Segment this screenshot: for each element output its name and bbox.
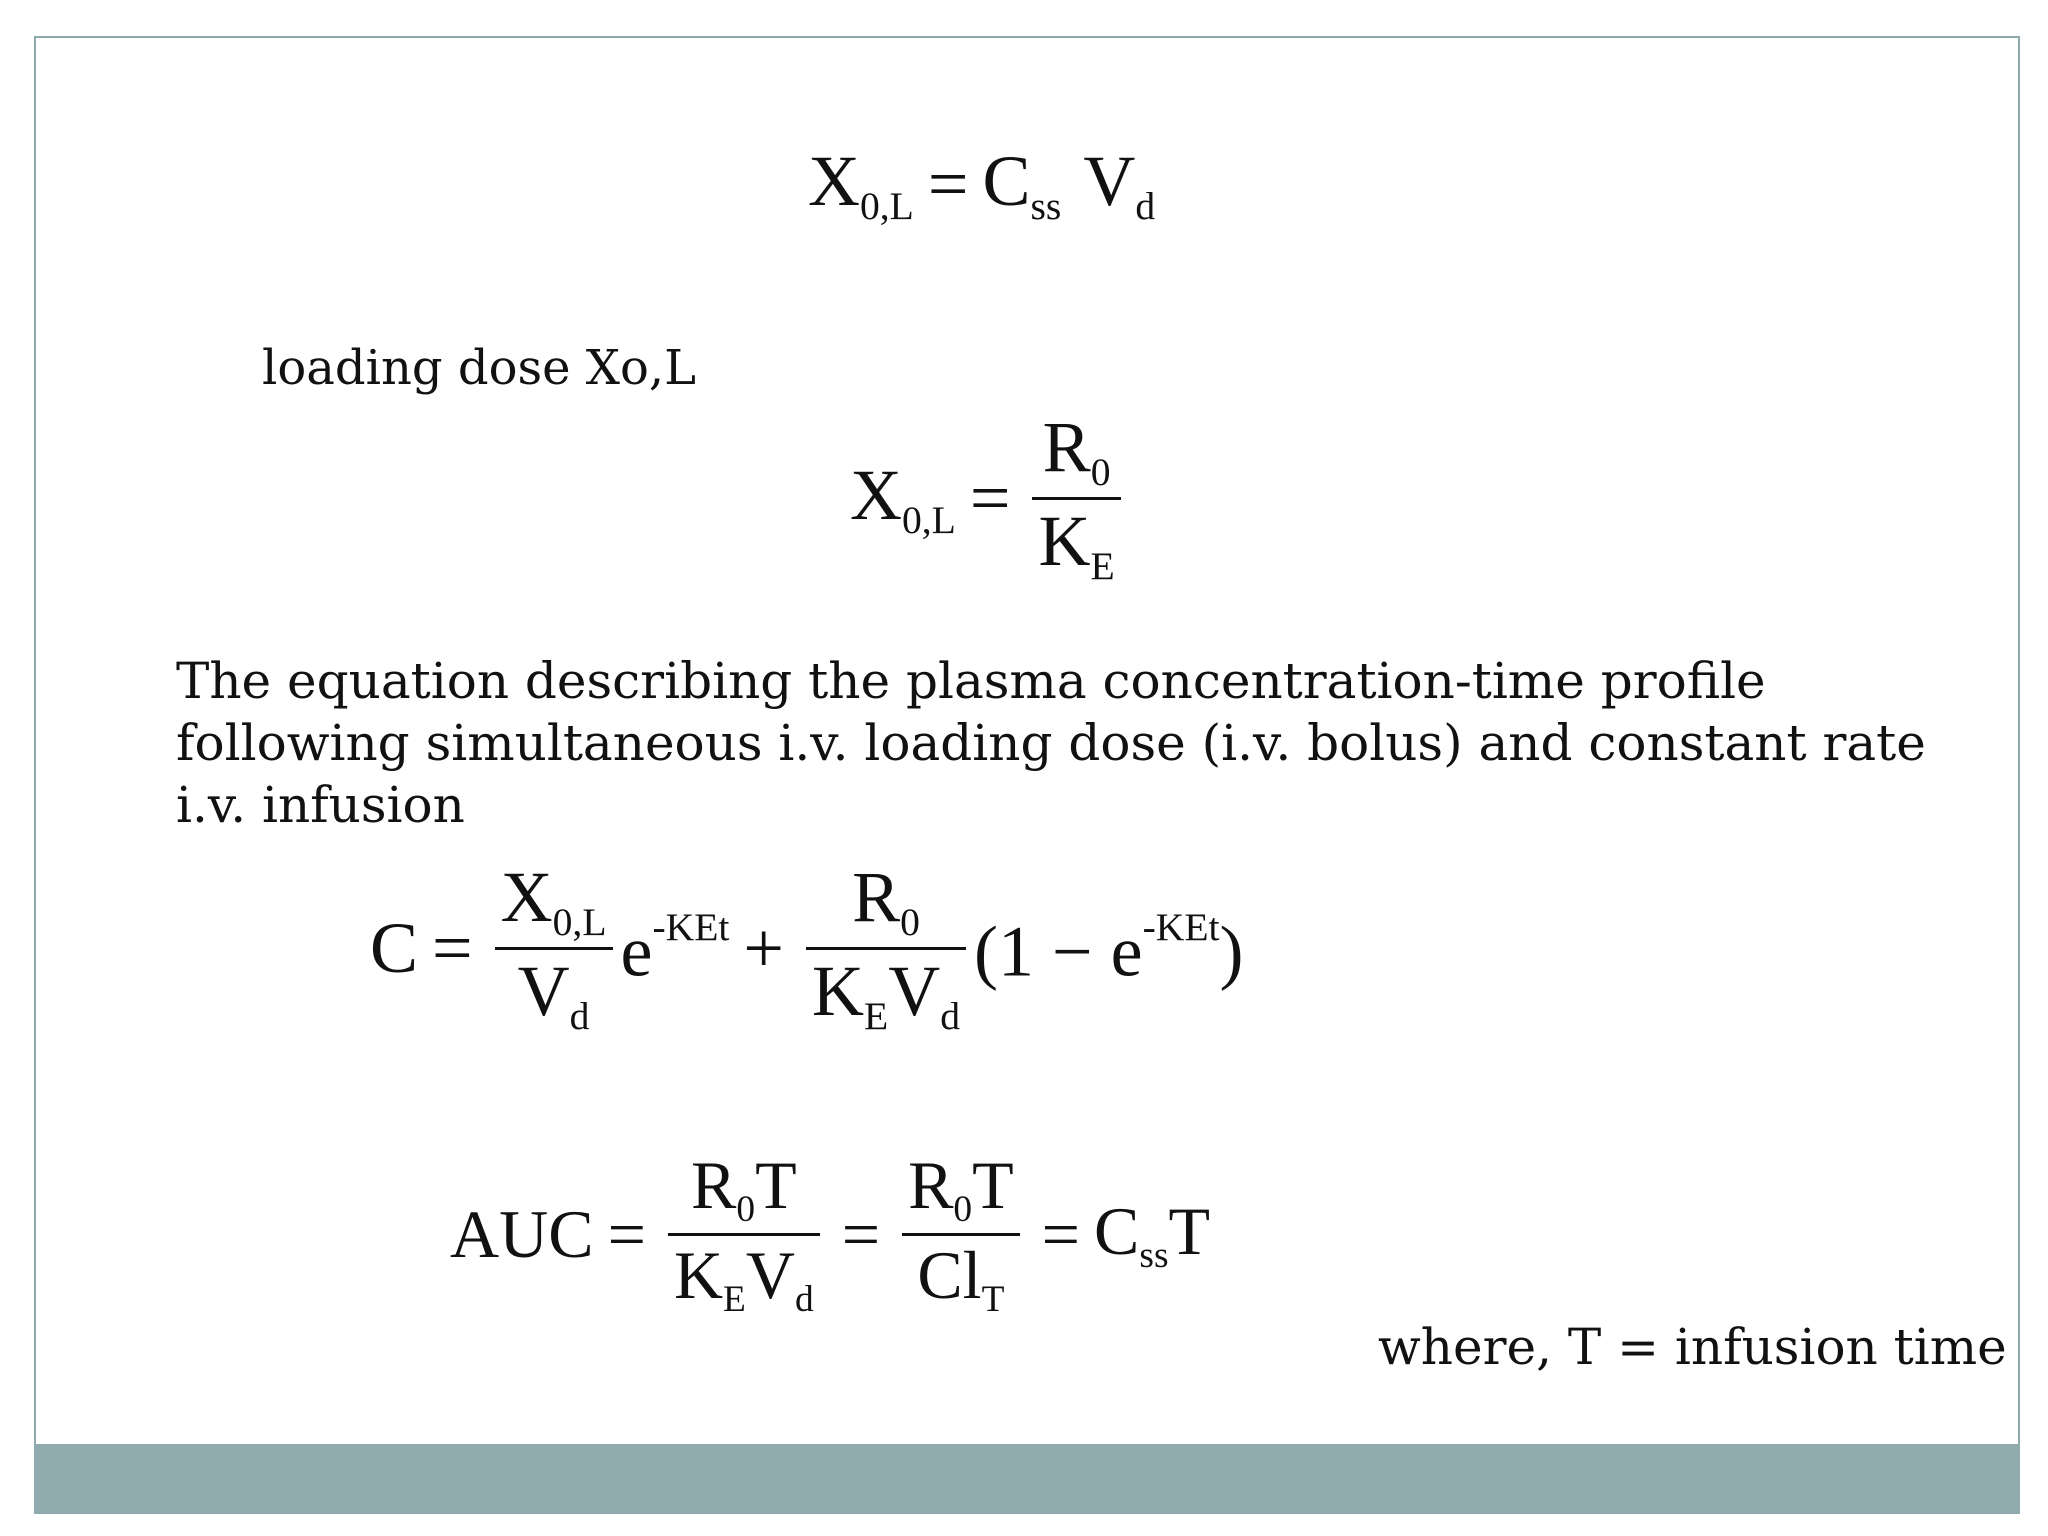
eq2-equals: = — [969, 458, 1011, 539]
eq3-fraction-2 — [806, 857, 966, 1039]
eq3-exponential-1: $e^{-KEt}$ — [620, 905, 730, 992]
eq3-f2-bar — [806, 947, 966, 950]
eq4-f1-numerator: $R_0T$ — [691, 1147, 797, 1231]
eq2-denominator: $K_E$ — [1038, 501, 1115, 589]
paragraph-line-3: i.v. infusion — [176, 776, 465, 834]
eq3-lhs: C — [370, 908, 419, 989]
paragraph-line-1: The equation describing the plasma concentration-time profile — [176, 652, 1766, 710]
eq4-equals-3: = — [1041, 1196, 1081, 1273]
equation-loading-dose-css — [808, 140, 1155, 229]
eq3-f2-numerator: $R_0$ — [852, 857, 920, 944]
equation-concentration — [370, 857, 1244, 1039]
eq2-numerator: $R_0$ — [1042, 407, 1111, 494]
eq4-rhs: $C_{ss}T$ — [1094, 1193, 1211, 1277]
eq1-css: $C_{ss}$ — [982, 141, 1062, 228]
eq2-lhs: $X_{0,L}$ — [850, 455, 956, 543]
eq3-f1-numerator: $X_{0,L}$ — [500, 857, 607, 944]
eq1-equals: = — [927, 143, 969, 224]
description-paragraph — [176, 650, 1976, 836]
eq2-fraction — [1032, 407, 1120, 589]
eq4-f2-numerator: $R_0T$ — [908, 1147, 1014, 1231]
paragraph-line-2: following simultaneous i.v. loading dose (i.v. bolus) and constant rate — [176, 714, 1926, 772]
caption-loading-dose: loading dose Xo,L — [262, 340, 696, 396]
eq3-paren-term: $(1 - e^{-KEt})$ — [974, 905, 1244, 992]
eq3-equals: = — [432, 908, 473, 989]
eq3-f1-bar — [495, 947, 613, 950]
eq4-f1-denominator: $K_EV_d$ — [673, 1237, 814, 1321]
eq3-f2-denominator: $K_EV_d$ — [812, 951, 961, 1039]
eq4-f2-bar — [902, 1233, 1020, 1236]
eq3-fraction-1 — [495, 857, 613, 1039]
footer-bar — [34, 1444, 2020, 1514]
equation-loading-dose-rate — [850, 407, 1129, 589]
eq4-equals-1: = — [607, 1196, 646, 1273]
eq4-fraction-1 — [668, 1147, 820, 1321]
eq4-fraction-2 — [902, 1147, 1020, 1321]
eq1-vd: $V_d$ — [1083, 141, 1156, 228]
eq4-f2-denominator: $Cl_T$ — [917, 1237, 1005, 1321]
eq4-equals-2: = — [841, 1196, 881, 1273]
eq1-lhs: $X_{0,L}$ — [808, 141, 914, 228]
eq4-f1-bar — [668, 1233, 820, 1236]
eq4-lhs: AUC — [450, 1196, 594, 1273]
caption-where-infusion-time: where, T = infusion time — [1378, 1318, 2007, 1376]
eq2-fraction-bar — [1032, 497, 1120, 500]
eq3-f1-denominator: $V_d$ — [517, 951, 590, 1039]
eq3-plus: + — [743, 908, 785, 989]
equation-auc — [450, 1147, 1211, 1321]
